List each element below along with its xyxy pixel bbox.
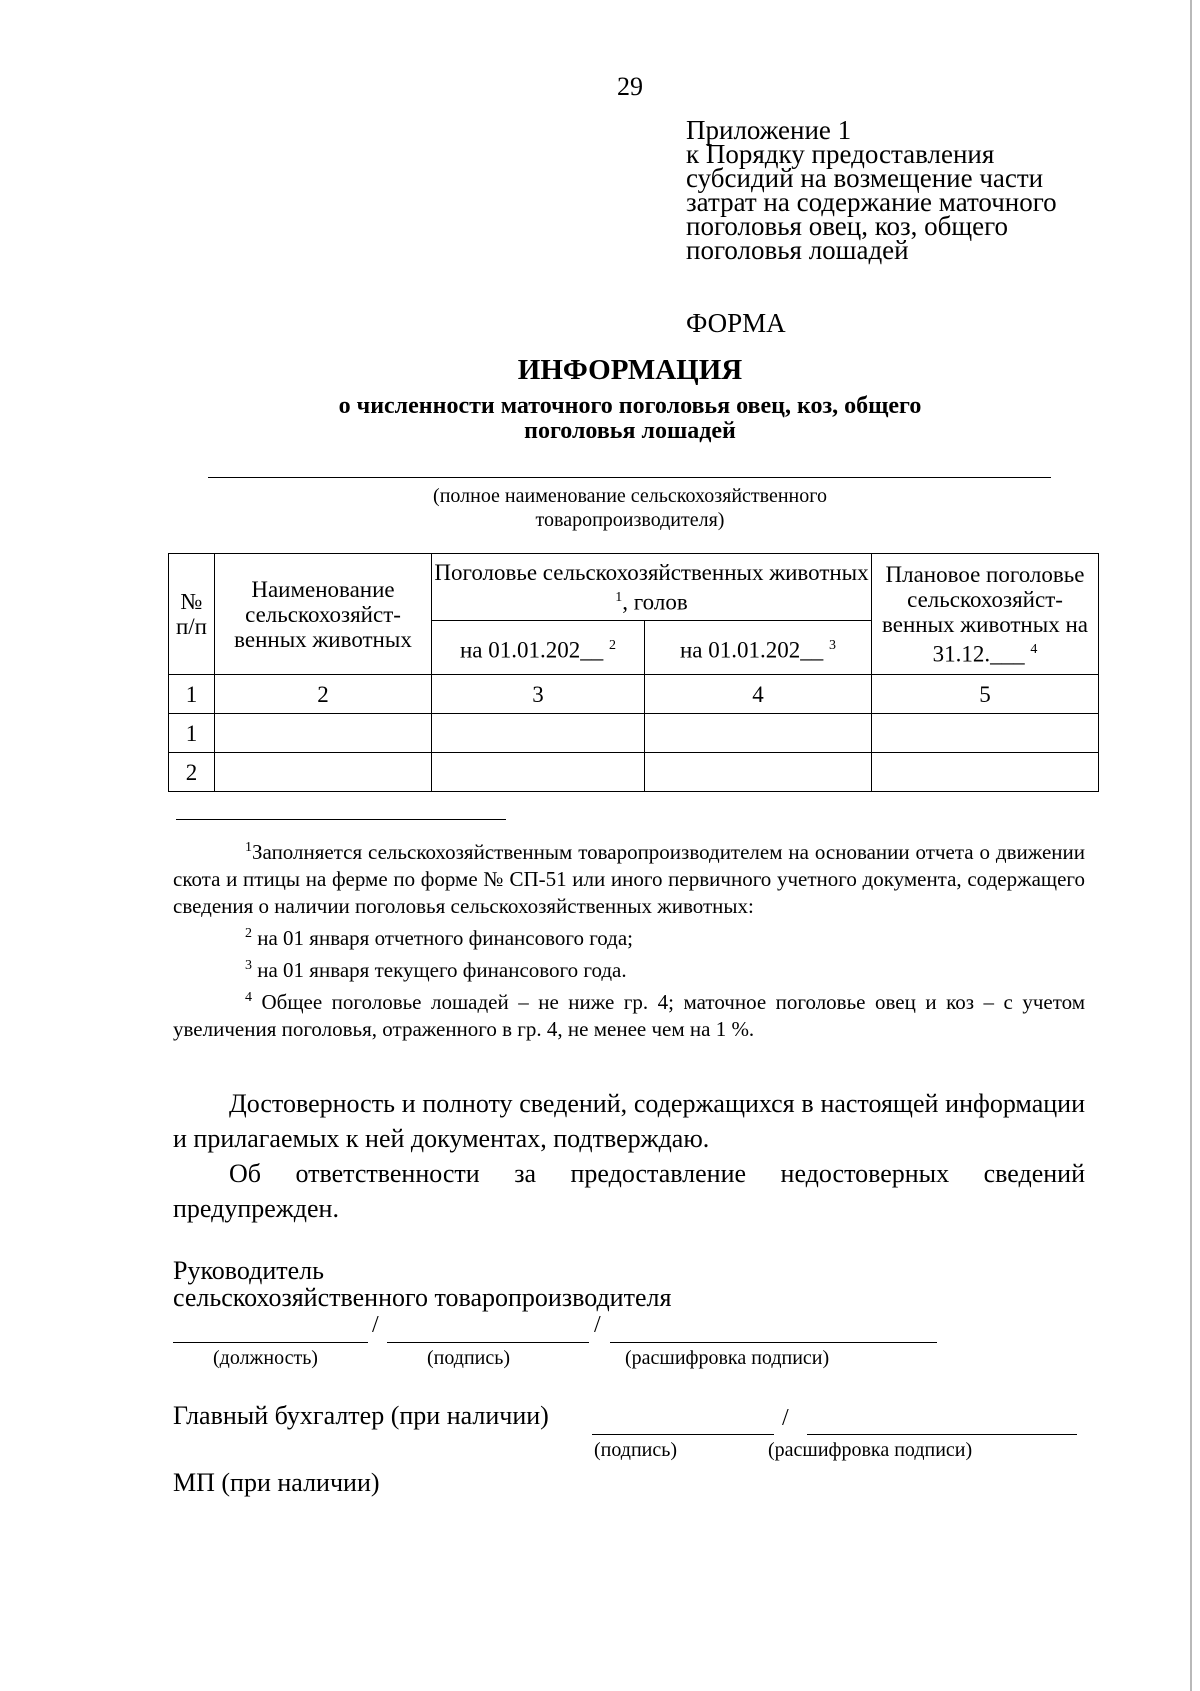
slash-separator: / <box>594 1312 601 1338</box>
producer-name-caption <box>0 484 1200 532</box>
footnote-3 <box>173 952 1085 984</box>
col-plan-header <box>872 554 1099 675</box>
col-livestock-header <box>432 554 872 621</box>
footnote-1 <box>173 834 1085 920</box>
numbering-cell: 3 <box>432 675 645 714</box>
table-row <box>169 753 1099 792</box>
footnote-mark: 4 <box>245 990 252 1005</box>
footnote-text: на 01 января текущего финансового года. <box>257 958 627 982</box>
document-title: ИНФОРМАЦИЯ <box>517 354 743 386</box>
accountant-signature-caption: (подпись) <box>594 1439 678 1461</box>
chief-accountant-label: Главный бухгалтер (при наличии) <box>173 1401 549 1430</box>
table-cell[interactable] <box>432 714 645 753</box>
col-date1-label: на 01.01.202__ <box>459 637 604 663</box>
footnotes <box>173 834 1085 1043</box>
caption-line: (полное наименование сельскохозяйственного <box>433 485 827 507</box>
table-cell[interactable] <box>872 753 1099 792</box>
col-num-label: № п/п <box>175 589 207 639</box>
subtitle-line: поголовья лошадей <box>524 418 736 444</box>
numbering-cell: 5 <box>872 675 1099 714</box>
head-position-blank[interactable] <box>173 1342 368 1343</box>
annex-line: Приложение 1 <box>686 115 852 145</box>
col-name-label: Наименование сельскохозяйст-венных животных <box>234 576 412 652</box>
footnote-text: на 01 января отчетного финансового года; <box>257 926 634 950</box>
producer-name-blank[interactable] <box>208 477 1051 478</box>
annex-line: поголовья овец, коз, общего <box>686 211 1009 241</box>
col-livestock-label: Поголовье сельскохозяйственных животных <box>434 559 869 585</box>
footnote-ref: 1 <box>615 589 623 605</box>
caption-line: товаропроизводителя) <box>535 509 725 531</box>
table-cell[interactable] <box>215 753 432 792</box>
annex-line: субсидий на возмещение части <box>686 163 1044 193</box>
footnote-text: Заполняется сельскохозяйственным товаропроизводителем на основании отчета о движении скота и птицы на ферме по форме № СП-51 или иного первичного учетного документа, содержащего сведения о наличии поголовья сельскохозяйственных животных: <box>173 840 1085 918</box>
col-date2-label: на 01.01.202__ <box>679 637 824 663</box>
annex-block <box>686 115 1057 265</box>
head-title-line: сельскохозяйственного товаропроизводителя <box>173 1283 672 1312</box>
row-number-cell: 1 <box>169 714 215 753</box>
table-cell[interactable] <box>215 714 432 753</box>
slash-separator: / <box>372 1312 379 1338</box>
head-title-line: Руководитель <box>173 1256 324 1285</box>
table-cell[interactable] <box>432 753 645 792</box>
accountant-decoding-caption: (расшифровка подписи) <box>768 1439 973 1461</box>
footnote-ref: 4 <box>1030 641 1038 657</box>
certification-block <box>173 1086 1085 1226</box>
footnote-ref: 2 <box>609 637 617 653</box>
page-number: 29 <box>617 72 643 101</box>
col-plan-label: Плановое поголовье сельскохозяйст-венных животных на 31.12.___ <box>882 561 1088 667</box>
slash-separator: / <box>782 1405 789 1431</box>
accountant-decoding-blank[interactable] <box>807 1434 1077 1435</box>
col-date1-header <box>432 621 645 675</box>
accountant-signature-blank[interactable] <box>592 1434 774 1435</box>
annex-line: к Порядку предоставления <box>686 139 995 169</box>
numbering-cell: 4 <box>645 675 872 714</box>
table-cell[interactable] <box>645 753 872 792</box>
col-name-header <box>215 554 432 675</box>
footnote-mark: 2 <box>245 926 252 941</box>
annex-line: поголовья лошадей <box>686 235 909 265</box>
livestock-table <box>168 553 1099 792</box>
head-decoding-blank[interactable] <box>610 1342 937 1343</box>
form-label: ФОРМА <box>686 308 786 338</box>
footnote-2 <box>173 920 1085 952</box>
table-row <box>169 714 1099 753</box>
col-num-header <box>169 554 215 675</box>
certification-paragraph: Об ответственности за предоставление недостоверных сведений предупрежден. <box>173 1159 1085 1223</box>
footnote-text: Общее поголовье лошадей – не ниже гр. 4; маточное поголовье овец и коз – с учетом увеличения поголовья, отраженного в гр. 4, не менее чем на 1 %. <box>173 990 1085 1041</box>
head-position-caption: (должность) <box>213 1347 318 1369</box>
footnote-mark: 3 <box>245 958 252 973</box>
footnote-mark: 1 <box>245 840 252 855</box>
col-livestock-unit: , голов <box>622 589 688 615</box>
footnote-4 <box>173 984 1085 1043</box>
document-subtitle <box>0 394 1200 444</box>
numbering-row <box>169 675 1099 714</box>
table-cell[interactable] <box>872 714 1099 753</box>
annex-line: затрат на содержание маточного <box>686 187 1057 217</box>
scan-edge-line <box>1190 0 1192 1691</box>
numbering-cell: 2 <box>215 675 432 714</box>
head-decoding-caption: (расшифровка подписи) <box>625 1347 830 1369</box>
head-title <box>173 1257 671 1311</box>
footnote-separator <box>176 819 506 820</box>
col-date2-header <box>645 621 872 675</box>
row-number-cell: 2 <box>169 753 215 792</box>
stamp-placeholder: МП (при наличии) <box>173 1468 380 1497</box>
head-signature-blank[interactable] <box>387 1342 589 1343</box>
head-signature-caption: (подпись) <box>427 1347 511 1369</box>
footnote-ref: 3 <box>829 637 837 653</box>
subtitle-line: о численности маточного поголовья овец, коз, общего <box>338 393 922 419</box>
table-cell[interactable] <box>645 714 872 753</box>
numbering-cell: 1 <box>169 675 215 714</box>
certification-paragraph: Достоверность и полноту сведений, содержащихся в настоящей информации и прилагаемых к ней документах, подтверждаю. <box>173 1089 1085 1153</box>
